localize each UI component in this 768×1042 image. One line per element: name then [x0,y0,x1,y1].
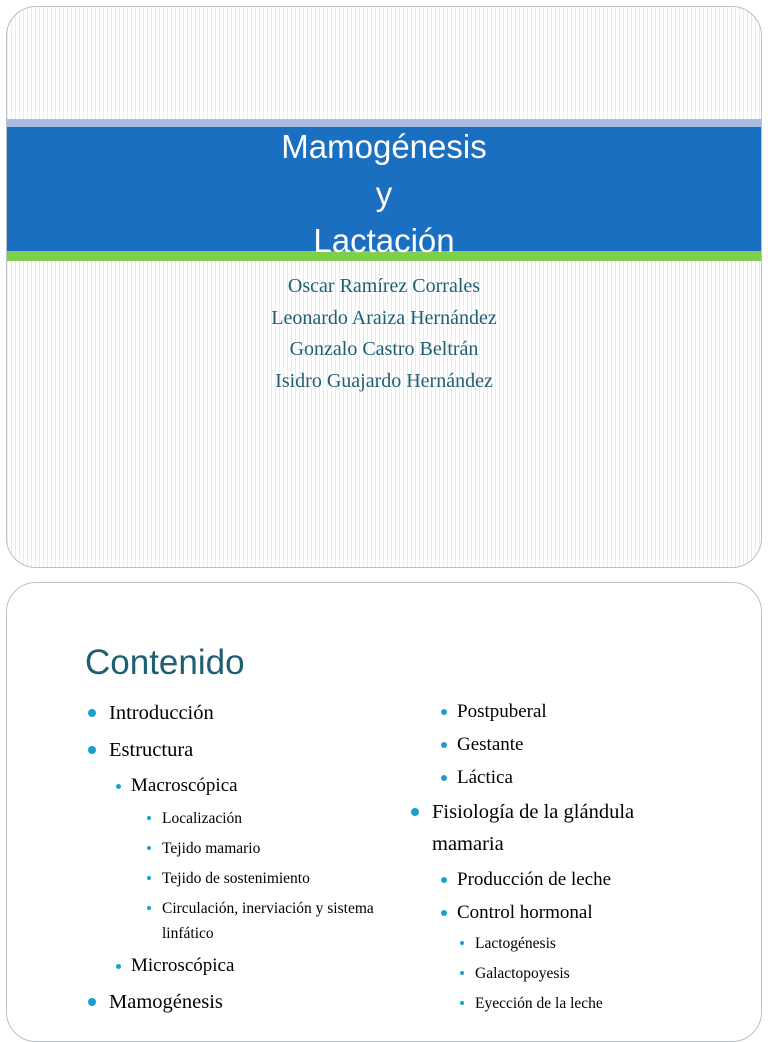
author-name: Oscar Ramírez Corrales [287,275,481,297]
title-line-2: y [375,175,393,212]
outline-subitem: Postpuberal [432,697,700,727]
author-name: Leonardo Araiza Hernández [271,306,497,329]
outline-subsubitem: Galactopoyesis [452,961,700,986]
outline-subsubitem: Lactogénesis [452,931,700,956]
outline-subitem: Producción de leche [432,865,700,895]
contents-slide[interactable] [6,582,762,1042]
slide-heading: Contenido [85,643,245,682]
outline-subitem: Control hormonal [432,898,700,928]
contents-left-column [85,697,385,1023]
title-slide[interactable] [6,6,762,568]
outline-subsubitem: Localización [139,806,385,831]
title-line-1: Mamogénesis [281,128,487,165]
author-name: Isidro Guajardo Hernández [275,369,493,392]
outline-subitem: Microscópica [107,951,385,981]
author-name: Gonzalo Castro Beltrán [289,338,479,360]
outline-item: Estructura [85,734,385,766]
outline-subsubitem: Eyección de la leche [452,991,700,1016]
outline-item: Fisiología de la glándula mamaria [408,796,700,860]
contents-right-column [400,697,700,1021]
outline-item: Introducción [85,697,385,729]
outline-subsubitem: Tejido mamario [139,836,385,861]
title-line-3: Lactación [313,222,455,259]
outline-subitem: Gestante [432,730,700,760]
outline-subsubitem: Tejido de sostenimiento [139,866,385,891]
outline-item: Mamogénesis [85,986,385,1018]
slide-title [7,123,761,264]
outline-subitem: Láctica [432,763,700,793]
outline-subsubitem: Circulación, inerviación y sistema linfático [139,896,385,946]
outline-subitem: Macroscópica [107,771,385,801]
author-list [7,271,761,397]
